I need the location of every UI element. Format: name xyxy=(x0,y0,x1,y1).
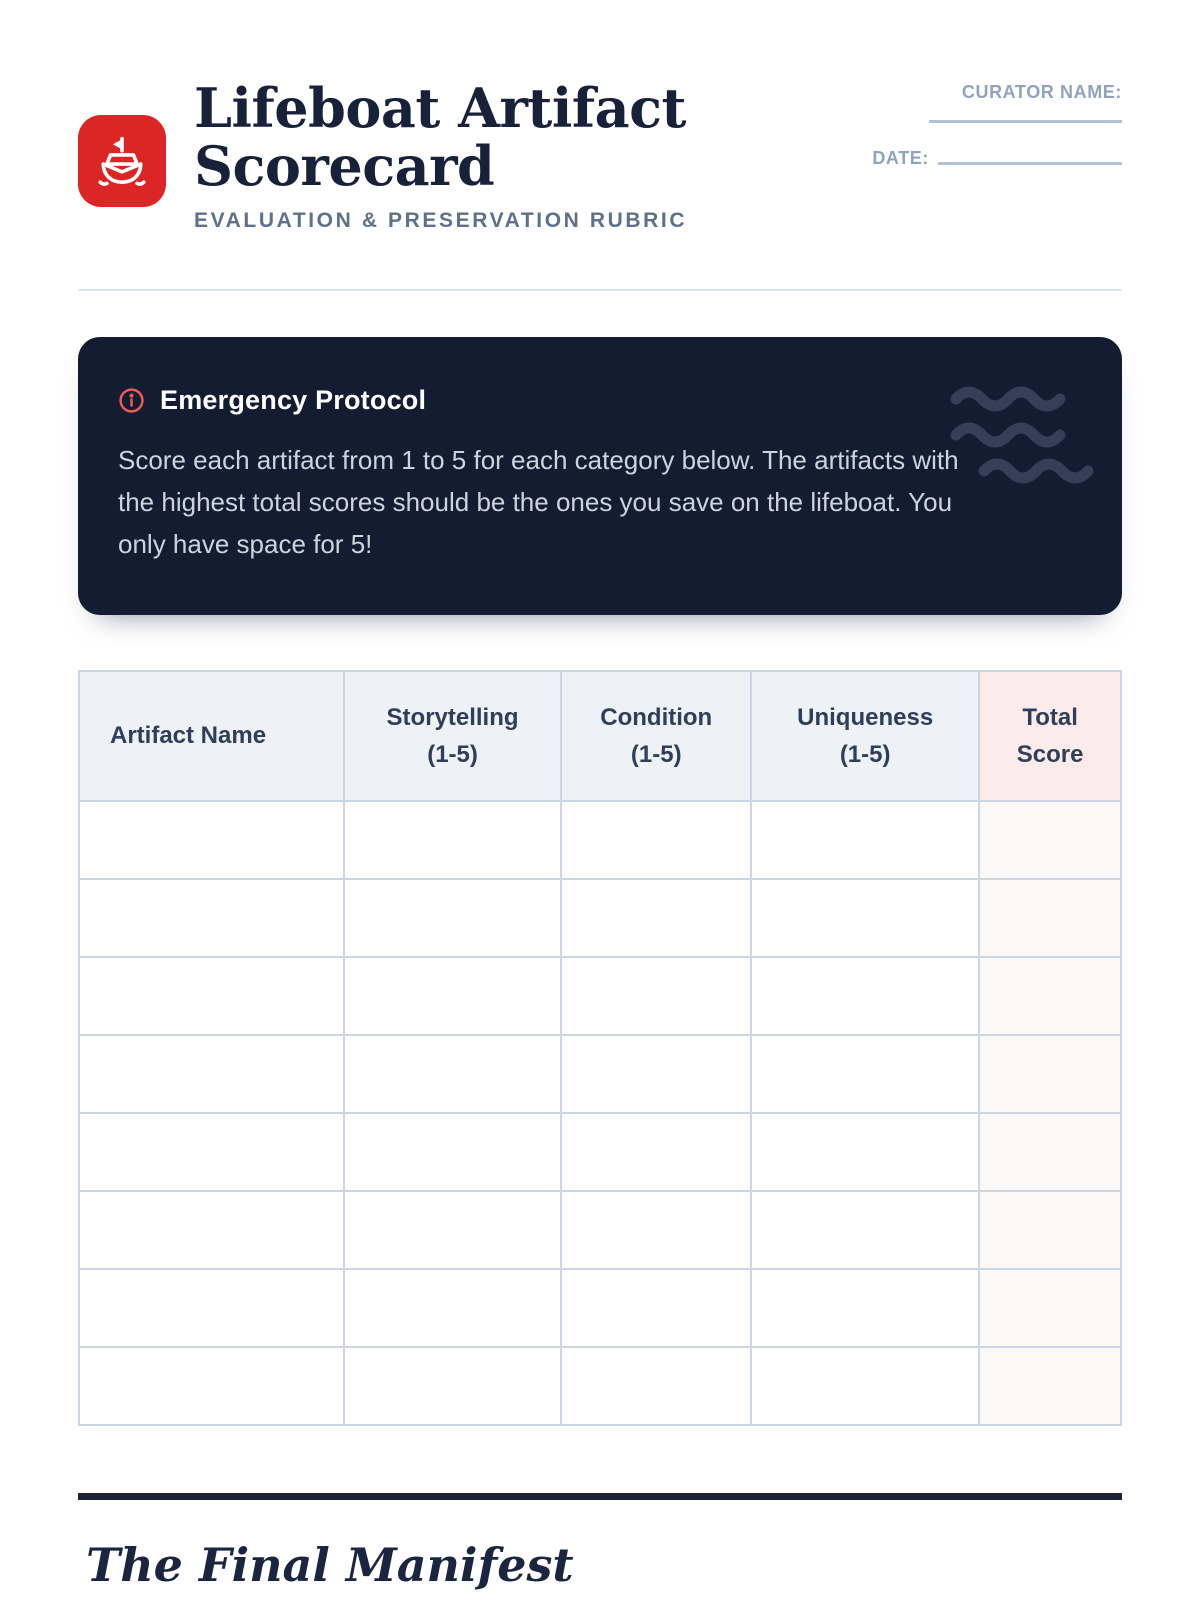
protocol-title: Emergency Protocol xyxy=(160,384,427,415)
condition-cell[interactable] xyxy=(561,957,751,1035)
total-score-cell[interactable] xyxy=(979,879,1121,957)
total-score-cell[interactable] xyxy=(979,1269,1121,1347)
uniqueness-cell[interactable] xyxy=(751,801,979,879)
protocol-header xyxy=(118,385,1082,416)
uniqueness-cell[interactable] xyxy=(751,879,979,957)
total-score-cell[interactable] xyxy=(979,1347,1121,1425)
column-header-condition: Condition (1-5) xyxy=(561,671,751,801)
column-header-artifact-name: Artifact Name xyxy=(79,671,344,801)
storytelling-cell[interactable] xyxy=(344,1035,562,1113)
uniqueness-cell[interactable] xyxy=(751,957,979,1035)
header-row xyxy=(79,671,1121,801)
table-row xyxy=(79,1191,1121,1269)
date-blank[interactable] xyxy=(938,162,1122,165)
table-row xyxy=(79,957,1121,1035)
table-row xyxy=(79,1113,1121,1191)
condition-cell[interactable] xyxy=(561,1113,751,1191)
total-score-cell[interactable] xyxy=(979,801,1121,879)
storytelling-cell[interactable] xyxy=(344,801,562,879)
title-block xyxy=(194,76,774,233)
score-table-header xyxy=(79,671,1121,801)
artifact-name-cell[interactable] xyxy=(79,1347,344,1425)
artifact-name-cell[interactable] xyxy=(79,1269,344,1347)
total-score-cell[interactable] xyxy=(979,1035,1121,1113)
artifact-name-cell[interactable] xyxy=(79,1035,344,1113)
condition-cell[interactable] xyxy=(561,1035,751,1113)
section-divider xyxy=(78,1493,1122,1500)
uniqueness-cell[interactable] xyxy=(751,1191,979,1269)
info-icon xyxy=(118,387,145,414)
table-row xyxy=(79,1269,1121,1347)
protocol-body xyxy=(118,439,1082,565)
artifact-name-cell[interactable] xyxy=(79,879,344,957)
condition-cell[interactable] xyxy=(561,801,751,879)
emergency-protocol-card xyxy=(78,337,1122,615)
protocol-body-line: Score each artifact from 1 to 5 for each category below. The artifacts with xyxy=(118,444,959,475)
storytelling-cell[interactable] xyxy=(344,1347,562,1425)
condition-cell[interactable] xyxy=(561,1191,751,1269)
artifact-name-cell[interactable] xyxy=(79,801,344,879)
total-score-cell[interactable] xyxy=(979,1113,1121,1191)
header-title-group xyxy=(78,76,774,233)
score-table-body xyxy=(79,801,1121,1425)
artifact-name-cell[interactable] xyxy=(79,1191,344,1269)
page-title: Lifeboat Artifact Scorecard xyxy=(194,76,686,198)
uniqueness-cell[interactable] xyxy=(751,1035,979,1113)
storytelling-cell[interactable] xyxy=(344,1269,562,1347)
date-field xyxy=(860,148,1122,169)
curator-name-blank[interactable] xyxy=(929,120,1122,123)
table-row xyxy=(79,1035,1121,1113)
condition-cell[interactable] xyxy=(561,1269,751,1347)
column-header-storytelling: Storytelling (1-5) xyxy=(344,671,562,801)
artifact-name-cell[interactable] xyxy=(79,957,344,1035)
storytelling-cell[interactable] xyxy=(344,879,562,957)
table-row xyxy=(79,1347,1121,1425)
final-manifest-title: The Final Manifest xyxy=(86,1537,574,1592)
fill-in-fields xyxy=(860,80,1122,233)
total-score-cell[interactable] xyxy=(979,1191,1121,1269)
ship-icon xyxy=(78,115,166,207)
protocol-body-line: only have space for 5! xyxy=(118,528,373,559)
protocol-body-line: the highest total scores should be the ones you save on the lifeboat. You xyxy=(118,486,953,517)
condition-cell[interactable] xyxy=(561,879,751,957)
table-row xyxy=(79,879,1121,957)
storytelling-cell[interactable] xyxy=(344,1113,562,1191)
header xyxy=(78,0,1122,233)
artifact-name-cell[interactable] xyxy=(79,1113,344,1191)
waves-icon xyxy=(946,383,1098,500)
uniqueness-cell[interactable] xyxy=(751,1347,979,1425)
page-subtitle: EVALUATION & PRESERVATION RUBRIC xyxy=(194,208,688,232)
uniqueness-cell[interactable] xyxy=(751,1113,979,1191)
total-score-cell[interactable] xyxy=(979,957,1121,1035)
storytelling-cell[interactable] xyxy=(344,957,562,1035)
condition-cell[interactable] xyxy=(561,1347,751,1425)
date-label: DATE: xyxy=(872,148,929,168)
column-header-uniqueness: Uniqueness (1-5) xyxy=(751,671,979,801)
curator-name-label: CURATOR NAME: xyxy=(961,82,1122,102)
table-row xyxy=(79,801,1121,879)
uniqueness-cell[interactable] xyxy=(751,1269,979,1347)
header-divider xyxy=(78,289,1122,291)
column-header-total-score: Total Score xyxy=(979,671,1121,801)
storytelling-cell[interactable] xyxy=(344,1191,562,1269)
score-table xyxy=(78,670,1122,1426)
